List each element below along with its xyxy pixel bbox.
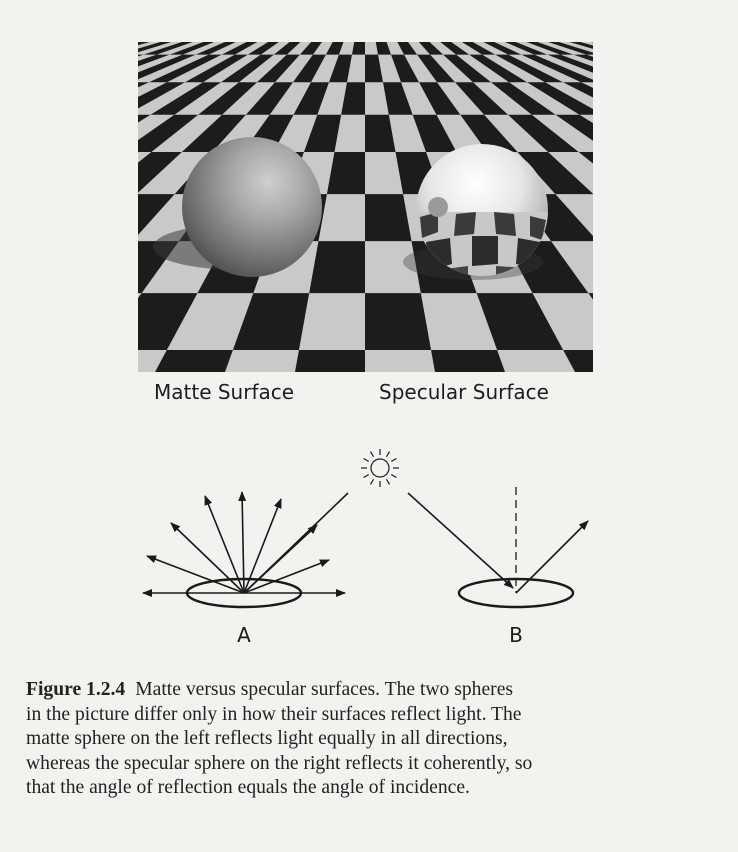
reflected-ray-a — [147, 556, 244, 593]
matte-surface-label: Matte Surface — [154, 380, 295, 404]
caption-text: Matte versus specular surfaces. The two spheres — [135, 679, 514, 700]
figure-label: Figure 1.2.4 — [26, 679, 126, 700]
sphere-render-image — [138, 42, 593, 372]
reflected-ray-a — [205, 496, 244, 593]
caption-line: whereas the specular sphere on the right reflects it coherently, so — [26, 752, 533, 774]
diagram-label-b: B — [509, 623, 523, 647]
caption-line — [26, 678, 712, 703]
light-source-icon — [361, 449, 399, 487]
matte-sphere — [182, 137, 322, 277]
figure-caption — [26, 678, 712, 801]
caption-line: that the angle of reflection equals the angle of incidence. — [26, 777, 470, 798]
specular-surface-label: Specular Surface — [379, 380, 549, 404]
incident-ray-b — [408, 493, 513, 588]
diagram-label-a: A — [237, 623, 251, 647]
matte-reflection-diagram-a — [143, 492, 348, 607]
specular-reflection-diagram-b — [408, 487, 588, 607]
diffuse-reflected-rays — [143, 492, 345, 593]
caption-line: in the picture differ only in how their surfaces reflect light. The — [26, 703, 522, 725]
reflected-ray-a — [244, 560, 329, 593]
reflection-diagram — [130, 440, 600, 650]
caption-line: matte sphere on the left reflects light equally in all directions, — [26, 728, 508, 749]
